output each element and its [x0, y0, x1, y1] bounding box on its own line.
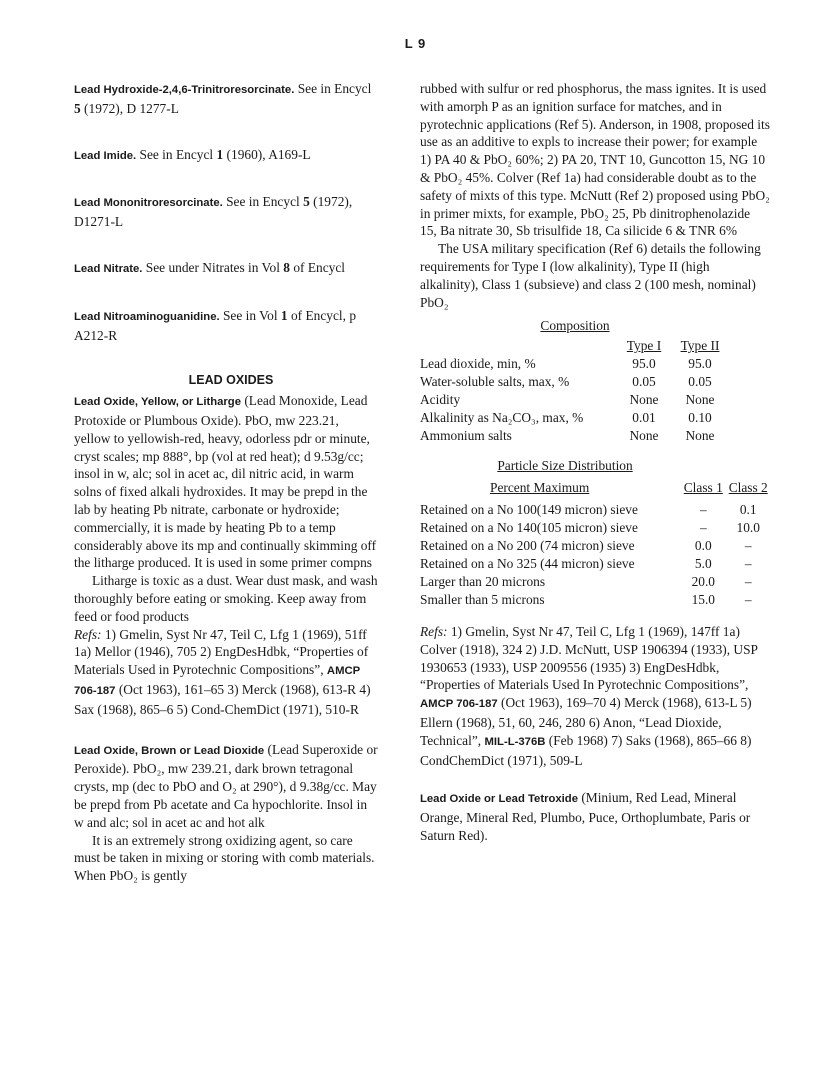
paragraph: rubbed with sulfur or red phosphorus, the mass ignites. It is used with amorph P as an ignition surface for matches, and in pyrotechnic applications (Ref 5). Anderson, in 1908, proposed its use as an additive to expls to increase their power; for example 1) PA 40 & PbO₂ 60%; 2) PA 20, TNT 10, Guncotton 15, NG 10 & PbO₂ 45%. Colver (Ref 1a) had considerable doubt as to the safety of mixts of this type. McNutt (Ref 2) proposed using PbO₂ in primer mixts, for example, PbO₂ 25, Pb dinitrophenolazide 15, Ba nitrate 30, Sb trisulfide 18, Ca silicide 6 & TNR 6%: [420, 81, 770, 239]
entry-lead-oxide-brown: Lead Oxide, Brown or Lead Dioxide (Lead Superoxide or Peroxide). PbO₂, mw 239.21, dark brown tetragonal crysts, mp (dec to PbO and O₂ at 290°), d 9.38g/cc. May be prepd from Pb acetate and Ca hypochlorite. Insol in w and alc; sol in acet ac and hot alk: [74, 741, 378, 830]
entry-head: Lead Nitrate.: [74, 262, 143, 275]
table-header: Type I Type II: [626, 338, 720, 354]
table-row: Larger than 20 microns 20.0 –: [420, 573, 752, 589]
entry-lead-mononitroresorcinate: Lead Mononitroresorcinate. See in Encycl 5 (1972), D1271-L: [74, 194, 353, 230]
entry-head: Lead Nitroaminoguanidine.: [74, 310, 220, 323]
psd-title: Particle Size Distribution: [497, 458, 633, 474]
table-row: Retained on a No 100(149 micron) sieve – 0.1: [420, 501, 757, 517]
table-row: Retained on a No 200 (74 micron) sieve 0.0 –: [420, 537, 752, 553]
entry-head: Lead Imide.: [74, 149, 137, 162]
table-row: Smaller than 5 microns 15.0 –: [420, 591, 752, 607]
table-header: Percent Maximum Class 1 Class 2: [490, 479, 768, 495]
table-row: Alkalinity as Na₂CO₃, max, % 0.01 0.10: [420, 410, 712, 426]
references: Refs: 1) Gmelin, Syst Nr 47, Teil C, Lfg 1 (1969), 51ff 1a) Mellor (1946), 705 2) EngDesHdbk, “Properties of Materials Used in Pyrotechnic Compositions”, AMCP 706-187 (Oct 1963), 161–65 3) Merck (1968), 613-R 4) Sax (1968), 865–6 5) Cond-ChemDict (1971), 510-R: [74, 626, 371, 717]
table-row: Retained on a No 140(105 micron) sieve – 10.0: [420, 519, 760, 535]
paragraph: Litharge is toxic as a dust. Wear dust mask, and wash thoroughly before eating or smoking. Keep away from feed or food products: [74, 573, 378, 624]
entry-lead-oxide-yellow: Lead Oxide, Yellow, or Litharge (Lead Monoxide, Lead Protoxide or Plumbous Oxide). PbO, mw 223.21, yellow to yellowish-red, heavy, odorless pdr or minute, cryst scales; mp 888°, bp (vol at red heat); d 9.53g/cc; insol in w, alc; sol in acet ac, dil nitric acid, in warm solns of fixed alkali hydroxides. It may be prepd in the lab by heating Pb nitrate, carbonate or hydroxide; commercially, it is made by heating Pb to a temp considerably above its mp and continually skimming off the litharge produced. It is used in some primer compns: [74, 393, 377, 571]
section-title: LEAD OXIDES: [188, 373, 274, 388]
right-column: [420, 80, 770, 845]
composition-title: Composition: [540, 318, 610, 334]
paragraph: The USA military specification (Ref 6) details the following requirements for Type I (low alkalinity), Type II (high alkalinity), Class 1 (subsieve) and class 2 (100 mesh, nominal) PbO₂: [420, 241, 761, 310]
entry-lead-tetroxide: Lead Oxide or Lead Tetroxide (Minium, Red Lead, Mineral Orange, Mineral Red, Plumbo, Puce, Orthoplumbate, Paris or Saturn Red).: [420, 790, 751, 843]
entry-lead-nitroaminoguanidine: Lead Nitroaminoguanidine. See in Vol 1 of Encycl, p A212-R: [74, 307, 357, 343]
paragraph: It is an extremely strong oxidizing agent, so care must be taken in mixing or storing with comb materials. When PbO₂ is gently: [74, 832, 375, 884]
left-column: [74, 80, 378, 885]
composition-table: [420, 337, 728, 445]
table-row: Acidity None None: [420, 392, 715, 408]
table-row: Ammonium salts None None: [420, 428, 715, 444]
entry-head: Lead Mononitroresorcinate.: [74, 197, 223, 210]
entry-lead-hydroxide: Lead Hydroxide-2,4,6-Trinitroresorcinate. See in Encycl 5 (1972), D 1277-L: [74, 81, 372, 116]
table-row: Water-soluble salts, max, % 0.05 0.05: [420, 374, 712, 390]
page-number: L 9: [404, 36, 427, 51]
table-row: Retained on a No 325 (44 micron) sieve 5.0 –: [420, 555, 752, 571]
entry-lead-nitrate: Lead Nitrate. See under Nitrates in Vol 8 of Encycl: [74, 259, 346, 275]
particle-size-table: [420, 479, 770, 609]
references: Refs: 1) Gmelin, Syst Nr 47, Teil C, Lfg 1 (1969), 147ff 1a) Colver (1918), 324 2) J.D. McNutt, USP 1906394 (1933), USP 1930653 (1933), USP 2009556 (1935) 3) EngDesHdbk, “Properties of Materials Used In Pyrotechnic Compositions”, AMCP 706-187 (Oct 1963), 169–70 4) Merck (1968), 613-L 5) Ellern (1968), 51, 60, 246, 280 6) Anon, “Lead Dioxide, Technical”, MIL-L-376B (Feb 1968) 7) Saks (1968), 865–66 8) CondChemDict (1971), 509-L: [420, 623, 758, 768]
entry-head: Lead Hydroxide-2,4,6-Trinitroresorcinate.: [74, 84, 295, 96]
table-row: Lead dioxide, min, % 95.0 95.0: [420, 356, 712, 372]
entry-lead-imide: Lead Imide. See in Encycl 1 (1960), A169-L: [74, 146, 311, 162]
